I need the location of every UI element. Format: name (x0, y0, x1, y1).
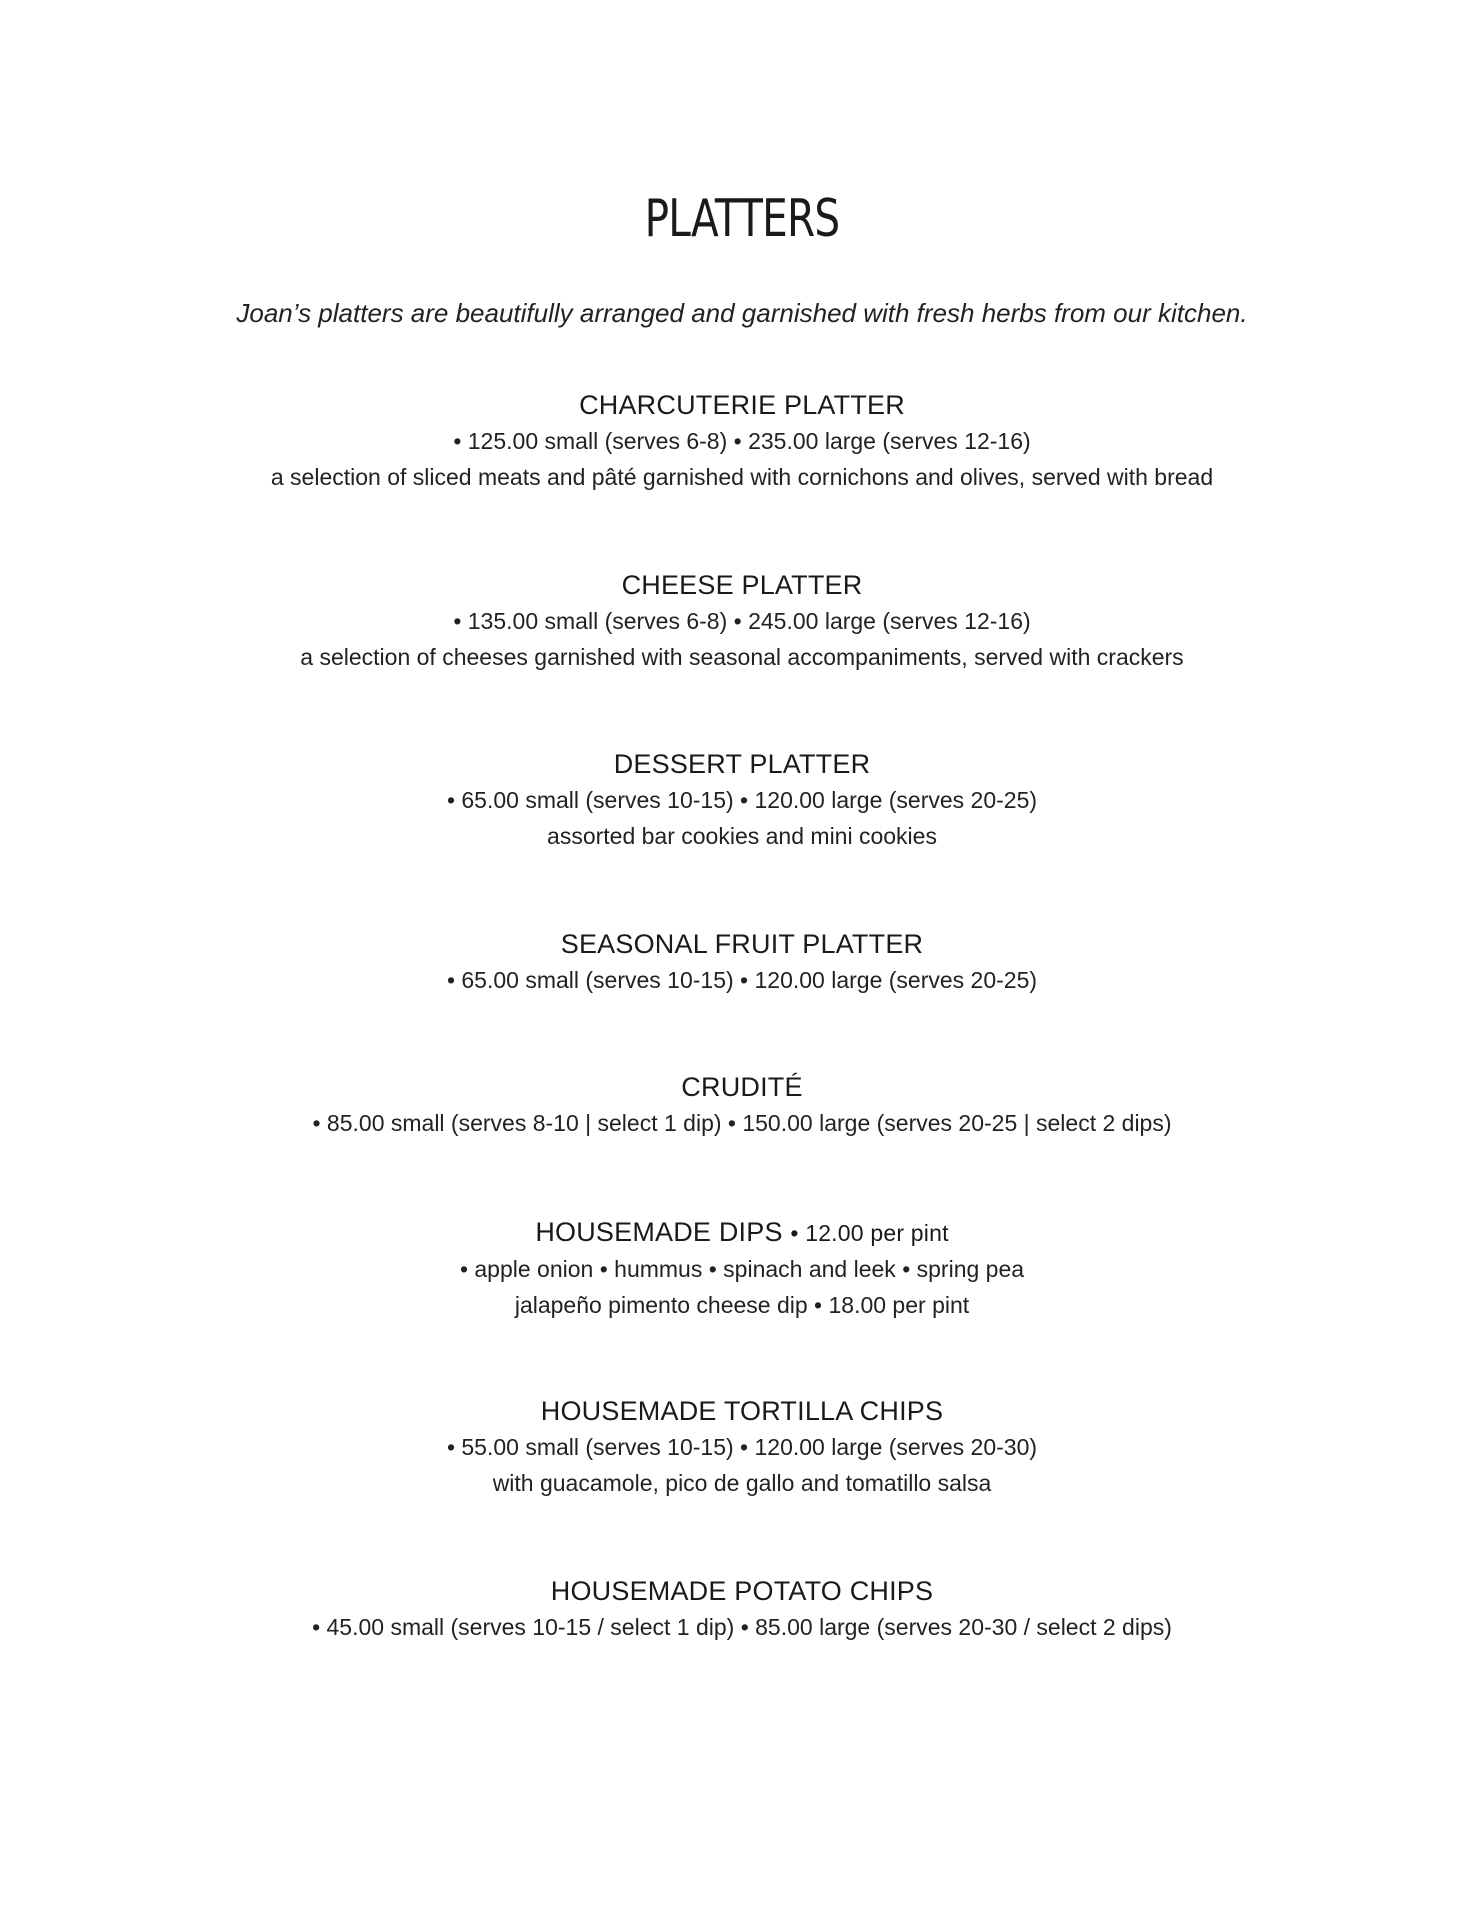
item-prices: • 135.00 small (serves 6-8) • 245.00 large (serves 12-16) (453, 608, 1031, 634)
menu-item-housemade-tortilla-chips (0, 1393, 1484, 1501)
item-name: SEASONAL FRUIT PLATTER (560, 929, 924, 959)
item-prices: • 55.00 small (serves 10-15) • 120.00 large (serves 20-30) (446, 1434, 1038, 1460)
item-description: assorted bar cookies and mini cookies (547, 823, 937, 849)
item-prices: • 65.00 small (serves 10-15) • 120.00 large (serves 20-25) (446, 967, 1038, 993)
item-description: a selection of cheeses garnished with seasonal accompaniments, served with crackers (300, 644, 1184, 670)
item-name: CRUDITÉ (681, 1072, 803, 1102)
item-name: CHEESE PLATTER (621, 570, 863, 600)
item-prices: • 125.00 small (serves 6-8) • 235.00 large (serves 12-16) (453, 428, 1031, 454)
item-name: HOUSEMADE POTATO CHIPS (550, 1576, 934, 1606)
menu-item-cheese-platter (0, 567, 1484, 675)
item-name: DESSERT PLATTER (613, 749, 871, 779)
page-subtitle: Joan’s platters are beautifully arranged and garnished with fresh herbs from our kitchen. (236, 298, 1248, 328)
item-dip-options: • apple onion • hummus • spinach and leek • spring pea (459, 1256, 1025, 1282)
menu-item-seasonal-fruit-platter (0, 926, 1484, 998)
item-description: a selection of sliced meats and pâté garnished with cornichons and olives, served with bread (270, 464, 1214, 490)
item-description: jalapeño pimento cheese dip • 18.00 per pint (514, 1292, 970, 1318)
menu-item-crudite (0, 1069, 1484, 1141)
item-prices: • 85.00 small (serves 8-10 | select 1 dip) • 150.00 large (serves 20-25 | select 2 dips) (312, 1110, 1172, 1136)
item-prices: • 65.00 small (serves 10-15) • 120.00 large (serves 20-25) (446, 787, 1038, 813)
item-prices: • 45.00 small (serves 10-15 / select 1 dip) • 85.00 large (serves 20-30 / select 2 dips) (312, 1614, 1172, 1640)
item-name-price: • 12.00 per pint (790, 1220, 949, 1246)
item-name: CHARCUTERIE PLATTER (579, 390, 905, 420)
item-name: HOUSEMADE TORTILLA CHIPS (540, 1396, 944, 1426)
menu-item-housemade-dips (0, 1214, 1484, 1323)
page-title: PLATTERS (644, 189, 840, 249)
item-name: HOUSEMADE DIPS (535, 1217, 783, 1247)
menu-item-housemade-potato-chips (0, 1573, 1484, 1645)
item-name-row (0, 1214, 1484, 1251)
menu-item-charcuterie-platter (0, 387, 1484, 495)
menu-item-dessert-platter (0, 746, 1484, 854)
item-description: with guacamole, pico de gallo and tomatillo salsa (492, 1470, 992, 1496)
